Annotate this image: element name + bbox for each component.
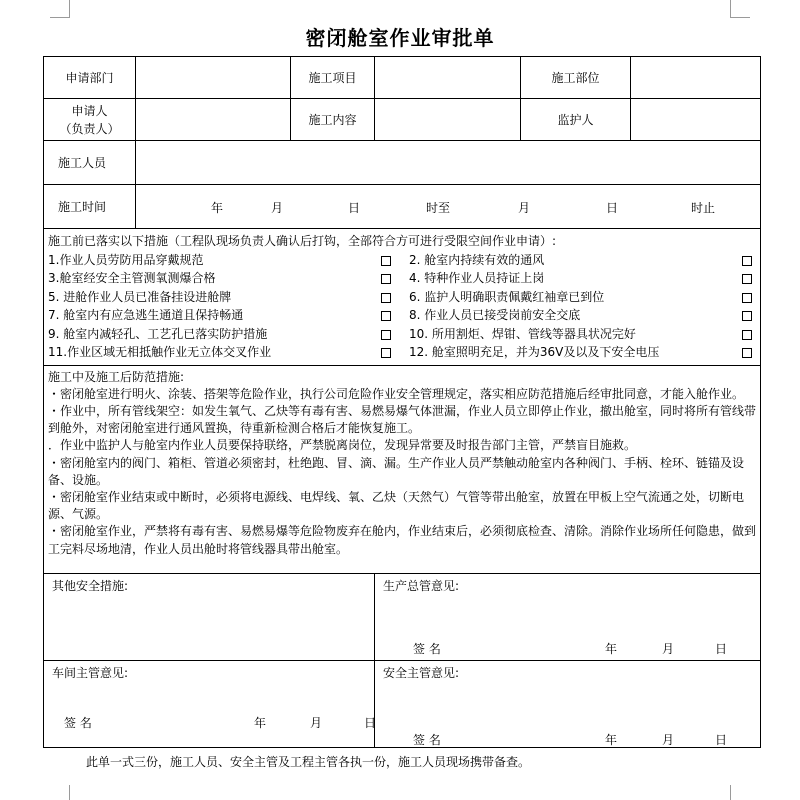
checkbox[interactable] <box>381 293 391 303</box>
checkbox[interactable] <box>742 311 752 321</box>
workshop-chief-cell[interactable] <box>44 660 375 747</box>
applicant-label-line2: （负责人） <box>59 121 120 136</box>
other-measures-label: 其他安全措施: <box>52 578 129 593</box>
checklist-item: 7. 舱室内有应急逃生通道且保持畅通 <box>48 306 395 325</box>
crop-mark <box>50 17 70 18</box>
content-field[interactable] <box>375 99 521 141</box>
form-row-dept <box>44 57 761 99</box>
sign-year: 年 <box>605 641 618 656</box>
pre-measures-checklist <box>48 251 756 362</box>
form-row-time <box>44 185 761 229</box>
sign-month: 月 <box>662 641 675 656</box>
sign-year: 年 <box>605 732 618 747</box>
form-row-applicant <box>44 99 761 141</box>
checkbox[interactable] <box>742 348 752 358</box>
sign-label: 签 名 <box>413 732 441 747</box>
form-row-workers <box>44 141 761 185</box>
checkbox[interactable] <box>381 256 391 266</box>
checkbox[interactable] <box>381 311 391 321</box>
sign-year: 年 <box>254 715 267 730</box>
crop-mark <box>730 17 750 18</box>
crop-mark <box>730 0 731 18</box>
guardian-field[interactable] <box>631 99 761 141</box>
crop-mark <box>69 785 70 800</box>
checklist-item: 12. 舱室照明充足，并为36V及以及下安全电压 <box>409 343 756 362</box>
sign-month: 月 <box>662 732 675 747</box>
time-field[interactable] <box>136 185 761 229</box>
measure-paragraph: ．作业中监护人与舱室内作业人员要保持联络，严禁脱离岗位，发现异常要及时报告部门主管，严禁盲目施救。 <box>48 438 637 453</box>
time-year: 年 <box>211 201 224 215</box>
sign-day: 日 <box>715 641 728 656</box>
time-day2: 日 <box>606 201 619 215</box>
crop-mark <box>69 0 70 18</box>
production-chief-label: 生产总管意见: <box>383 578 460 593</box>
apply-dept-field[interactable] <box>136 57 291 99</box>
time-month2: 月 <box>518 201 531 215</box>
applicant-label-line1: 申请人 <box>71 103 108 118</box>
opinion-row-1 <box>44 573 761 660</box>
pre-measures-row <box>44 229 761 366</box>
checkbox[interactable] <box>381 330 391 340</box>
checklist-item: 3.舱室经安全主管测氧测爆合格 <box>48 269 395 288</box>
checkbox[interactable] <box>742 330 752 340</box>
safety-chief-cell[interactable] <box>375 660 761 747</box>
measure-paragraph: ・作业中，所有管线架空：如发生氧气、乙炔等有毒有害、易燃易爆气体泄漏，作业人员立即停止作业，撤出舱室，同时将所有管线带到舱外，对密闭舱室进行通风置换，待重新检测合格后才能恢复施工。 <box>48 403 757 436</box>
page-title: 密闭舱室作业审批单 <box>305 26 495 50</box>
measure-paragraph: ・密闭舱室作业，严禁将有毒有害、易燃易爆等危险物废弃在舱内，作业结束后，必须彻底检查、清除。消除作业场所任何隐患，做到工完料尽场地清，作业人员出舱时将管线器具带出舱室。 <box>48 524 757 556</box>
checklist-item: 5. 进舱作业人员已准备挂设进舱牌 <box>48 288 395 307</box>
measure-paragraph: ・密闭舱室进行明火、涂装、搭架等危险作业，执行公司危险作业安全管理规定，落实相应防范措施后经审批同意，才能入舱作业。 <box>48 386 745 401</box>
footer-note: 此单一式三份，施工人员、安全主管及工程主管各执一份，施工人员现场携带备查。 <box>86 755 531 769</box>
workers-field[interactable] <box>136 141 761 185</box>
applicant-field[interactable] <box>136 99 291 141</box>
checkbox[interactable] <box>381 274 391 284</box>
checklist-item: 4. 特种作业人员持证上岗 <box>409 269 756 288</box>
checklist-item: 2. 舱室内持续有效的通风 <box>409 251 756 270</box>
during-measures-row <box>44 365 761 573</box>
checkbox[interactable] <box>742 293 752 303</box>
sign-day: 日 <box>715 732 728 747</box>
apply-dept-label: 申请部门 <box>44 57 136 99</box>
checklist-item: 1.作业人员劳防用品穿戴规范 <box>48 251 395 270</box>
checklist-item: 11.作业区域无相抵触作业无立体交叉作业 <box>48 343 395 362</box>
project-field[interactable] <box>375 57 521 99</box>
checklist-item: 10. 所用割炬、焊钳、管线等器具状况完好 <box>409 325 756 344</box>
checkbox[interactable] <box>742 256 752 266</box>
approval-form-table <box>43 56 761 748</box>
during-measures-cell <box>44 365 761 573</box>
time-label: 施工时间 <box>44 185 136 229</box>
safety-chief-label: 安全主管意见: <box>383 665 460 680</box>
checklist-item: 9. 舱室内减轻孔、工艺孔已落实防护措施 <box>48 325 395 344</box>
checkbox[interactable] <box>742 274 752 284</box>
time-hour-end: 时止 <box>691 201 716 215</box>
workers-label: 施工人员 <box>44 141 136 185</box>
sign-label: 签 名 <box>413 641 441 656</box>
location-field[interactable] <box>631 57 761 99</box>
applicant-label <box>44 99 136 141</box>
workshop-chief-label: 车间主管意见: <box>52 665 129 680</box>
checklist-item: 8. 作业人员已接受岗前安全交底 <box>409 306 756 325</box>
sign-month: 月 <box>310 715 323 730</box>
checkbox[interactable] <box>381 348 391 358</box>
time-month: 月 <box>271 201 284 215</box>
crop-mark <box>730 785 731 800</box>
guardian-label: 监护人 <box>521 99 631 141</box>
opinion-row-2 <box>44 660 761 747</box>
measure-paragraph: ・密闭舱室作业结束或中断时，必须将电源线、电焊线、氧、乙炔（天然气）气管等带出舱室，放置在甲板上空气流通之处，切断电源、气源。 <box>48 489 745 522</box>
sign-label: 签 名 <box>64 715 92 730</box>
measure-paragraph: ・密闭舱室内的阀门、箱柜、管道必须密封，杜绝跑、冒、滴、漏。生产作业人员严禁触动舱室内各种阀门、手柄、栓环、链锚及设备、设施。 <box>48 455 745 487</box>
pre-measures-heading: 施工前已落实以下措施（工程队现场负责人确认后打钩，全部符合方可进行受限空间作业申请）: <box>48 234 557 248</box>
sign-day: 日 <box>364 715 377 730</box>
time-day: 日 <box>348 201 361 215</box>
pre-measures-cell <box>44 229 761 366</box>
time-hour-to: 时至 <box>426 201 451 215</box>
location-label: 施工部位 <box>521 57 631 99</box>
production-chief-cell[interactable] <box>375 573 761 660</box>
other-measures-cell[interactable] <box>44 573 375 660</box>
project-label: 施工项目 <box>291 57 375 99</box>
content-label: 施工内容 <box>291 99 375 141</box>
checklist-item: 6. 监护人明确职责佩戴红袖章已到位 <box>409 288 756 307</box>
during-measures-heading: 施工中及施工后防范措施: <box>48 369 185 384</box>
